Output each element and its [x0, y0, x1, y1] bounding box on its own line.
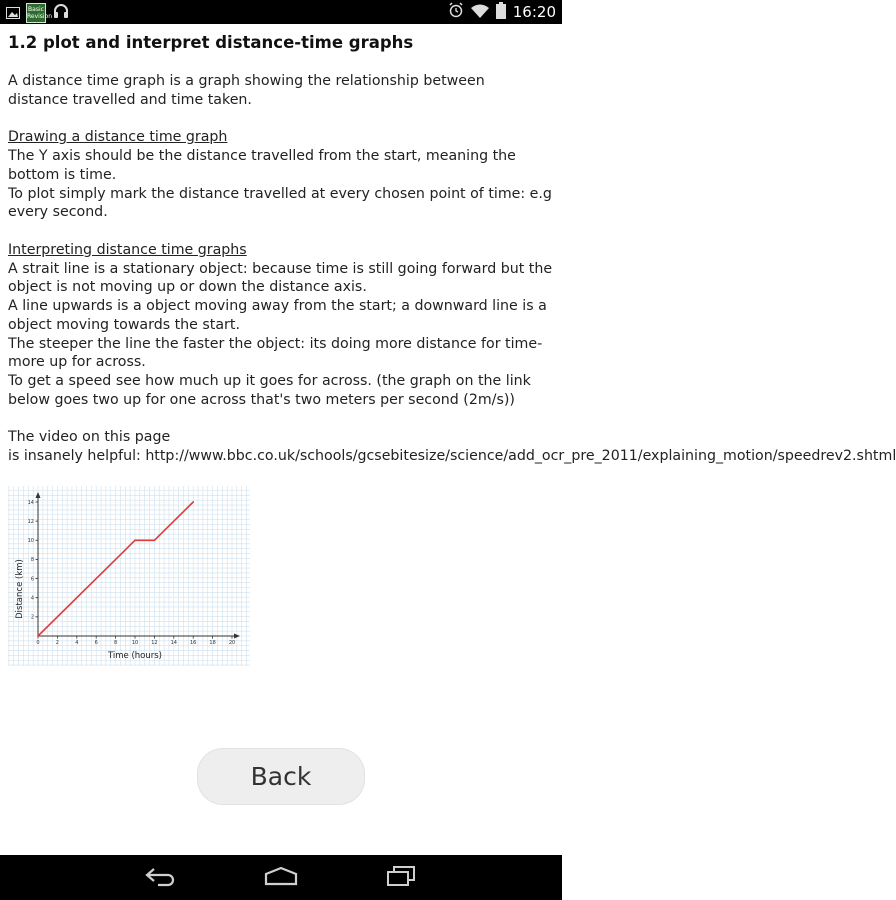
- x-tick-label: 2: [55, 640, 59, 646]
- x-axis-label: Time (hours): [107, 651, 163, 661]
- interpreting-text: A line upwards is a object moving away from the start; a downward line is a object moving towards the start.: [8, 298, 547, 333]
- recent-apps-icon: [385, 865, 417, 891]
- data-point: [154, 539, 156, 541]
- nav-home-button[interactable]: [251, 855, 311, 900]
- x-tick-label: 10: [131, 640, 139, 646]
- data-point: [192, 501, 194, 503]
- nav-bar: [0, 855, 562, 900]
- y-axis-label: Distance (km): [15, 559, 25, 619]
- data-point: [134, 539, 136, 541]
- system-icons: [448, 0, 556, 24]
- page-title: 1.2 plot and interpret distance-time graphs: [8, 33, 414, 52]
- video-link[interactable]: is insanely helpful: http://www.bbc.co.uk/schools/gcsebitesize/science/add_ocr_pre_2011/explaining_motion/speedrev2.shtml: [8, 448, 896, 464]
- x-tick-label: 12: [151, 640, 158, 646]
- y-tick-label: 6: [30, 576, 34, 583]
- notification-icons: [6, 2, 70, 24]
- headphones-icon: [52, 2, 70, 24]
- video-text: The video on this page: [8, 429, 171, 446]
- article-body: [8, 72, 896, 466]
- clock: 16:20: [512, 3, 556, 21]
- interpreting-text: The steeper the line the faster the object: its doing more distance for time- more up for across.: [8, 335, 543, 371]
- y-tick-label: 12: [27, 518, 34, 525]
- interpreting-heading: Interpreting distance time graphs: [8, 241, 247, 258]
- interpreting-text: A strait line is a stationary object: because time is still going forward but the object is not moving up or down the distance axis.: [8, 260, 553, 296]
- video-section: [8, 428, 896, 466]
- intro-line: distance travelled and time taken.: [8, 91, 252, 108]
- intro-line: A distance time graph is a graph showing the relationship between: [8, 73, 485, 89]
- y-tick-label: 10: [27, 538, 34, 545]
- back-button[interactable]: Back: [197, 748, 365, 805]
- battery-icon: [496, 2, 506, 23]
- y-tick-label: 8: [30, 557, 34, 564]
- data-point: [37, 635, 39, 637]
- x-tick-label: 8: [114, 640, 118, 646]
- y-tick-label: 14: [27, 499, 34, 506]
- back-arrow-icon: [144, 866, 178, 890]
- home-icon: [263, 866, 299, 890]
- x-tick-label: 16: [190, 640, 197, 646]
- y-tick-label: 4: [30, 595, 34, 602]
- app-logo: Basic Revision: [26, 3, 46, 23]
- x-tick-label: 20: [228, 640, 236, 646]
- nav-back-button[interactable]: [131, 855, 191, 900]
- drawing-text: To plot simply mark the distance travelled at every chosen point of time: e.g every second.: [8, 185, 552, 221]
- y-axis-arrow: [36, 492, 41, 498]
- drawing-heading: Drawing a distance time graph: [8, 129, 228, 146]
- status-bar: [0, 0, 562, 24]
- page-content[interactable]: [0, 24, 896, 855]
- image-icon: [6, 4, 20, 23]
- drawing-text: The Y axis should be the distance travelled from the start, meaning the bottom is time.: [8, 148, 516, 183]
- distance-time-chart: [8, 486, 250, 666]
- drawing-section: [8, 128, 558, 222]
- alarm-icon: [448, 2, 464, 22]
- y-tick-label: 2: [30, 614, 34, 621]
- distance-time-graph: [8, 486, 250, 666]
- intro-paragraph: [8, 72, 558, 110]
- nav-recent-button[interactable]: [371, 855, 431, 900]
- x-tick-label: 14: [170, 640, 177, 646]
- x-tick-label: 6: [94, 640, 98, 646]
- x-tick-label: 4: [75, 640, 79, 646]
- wifi-icon: [471, 3, 489, 22]
- x-tick-label: 0: [36, 640, 40, 646]
- interpreting-text: To get a speed see how much up it goes for across. (the graph on the link below goes two up for one across that's two meters per second (2m/s)): [8, 373, 531, 408]
- interpreting-section: [8, 241, 558, 410]
- x-tick-label: 18: [209, 640, 216, 646]
